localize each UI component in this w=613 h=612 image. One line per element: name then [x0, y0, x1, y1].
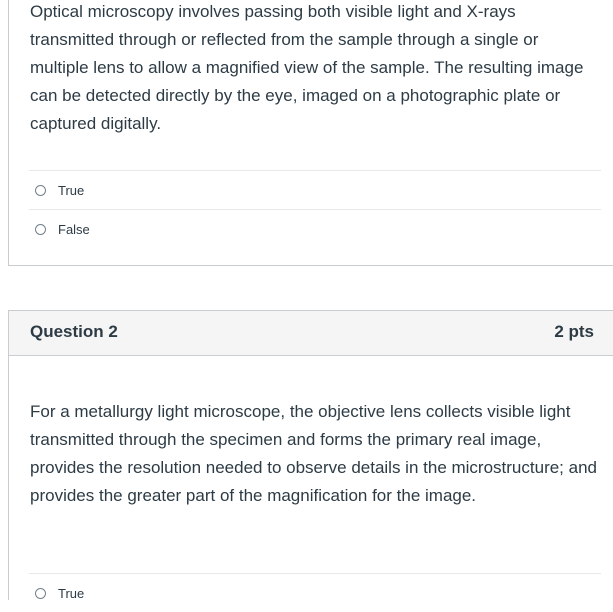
answer-option-true[interactable] [29, 573, 601, 612]
question-title: Question 2 [30, 322, 118, 341]
radio-button-icon[interactable] [35, 185, 46, 196]
question-2-answers [29, 573, 601, 612]
question-2-card [8, 310, 613, 600]
question-points: 2 pts [554, 322, 594, 341]
answer-option-false[interactable] [29, 209, 601, 248]
question-2-header [9, 311, 613, 356]
answer-option-true[interactable] [29, 170, 601, 209]
question-2-text: For a metallurgy light microscope, the objective lens collects visible light transmitted through the specimen and forms the primary real image, provides the resolution needed to observe details in the microstructure; and provides the greater part of the magnification for the image. [30, 402, 597, 505]
answer-label: True [58, 585, 85, 601]
answer-label: True [58, 182, 85, 198]
question-1-card [8, 0, 613, 266]
question-1-text: Optical microscopy involves passing both visible light and X-rays transmitted through or reflected from the sample through a single or multiple lens to allow a magnified view of the sample. The resulting image can be detected directly by the eye, imaged on a photographic plate or captured digitally. [30, 2, 584, 133]
question-1-answers [29, 170, 601, 248]
answer-label: False [58, 221, 90, 237]
radio-button-icon[interactable] [35, 224, 46, 235]
radio-button-icon[interactable] [35, 588, 46, 599]
